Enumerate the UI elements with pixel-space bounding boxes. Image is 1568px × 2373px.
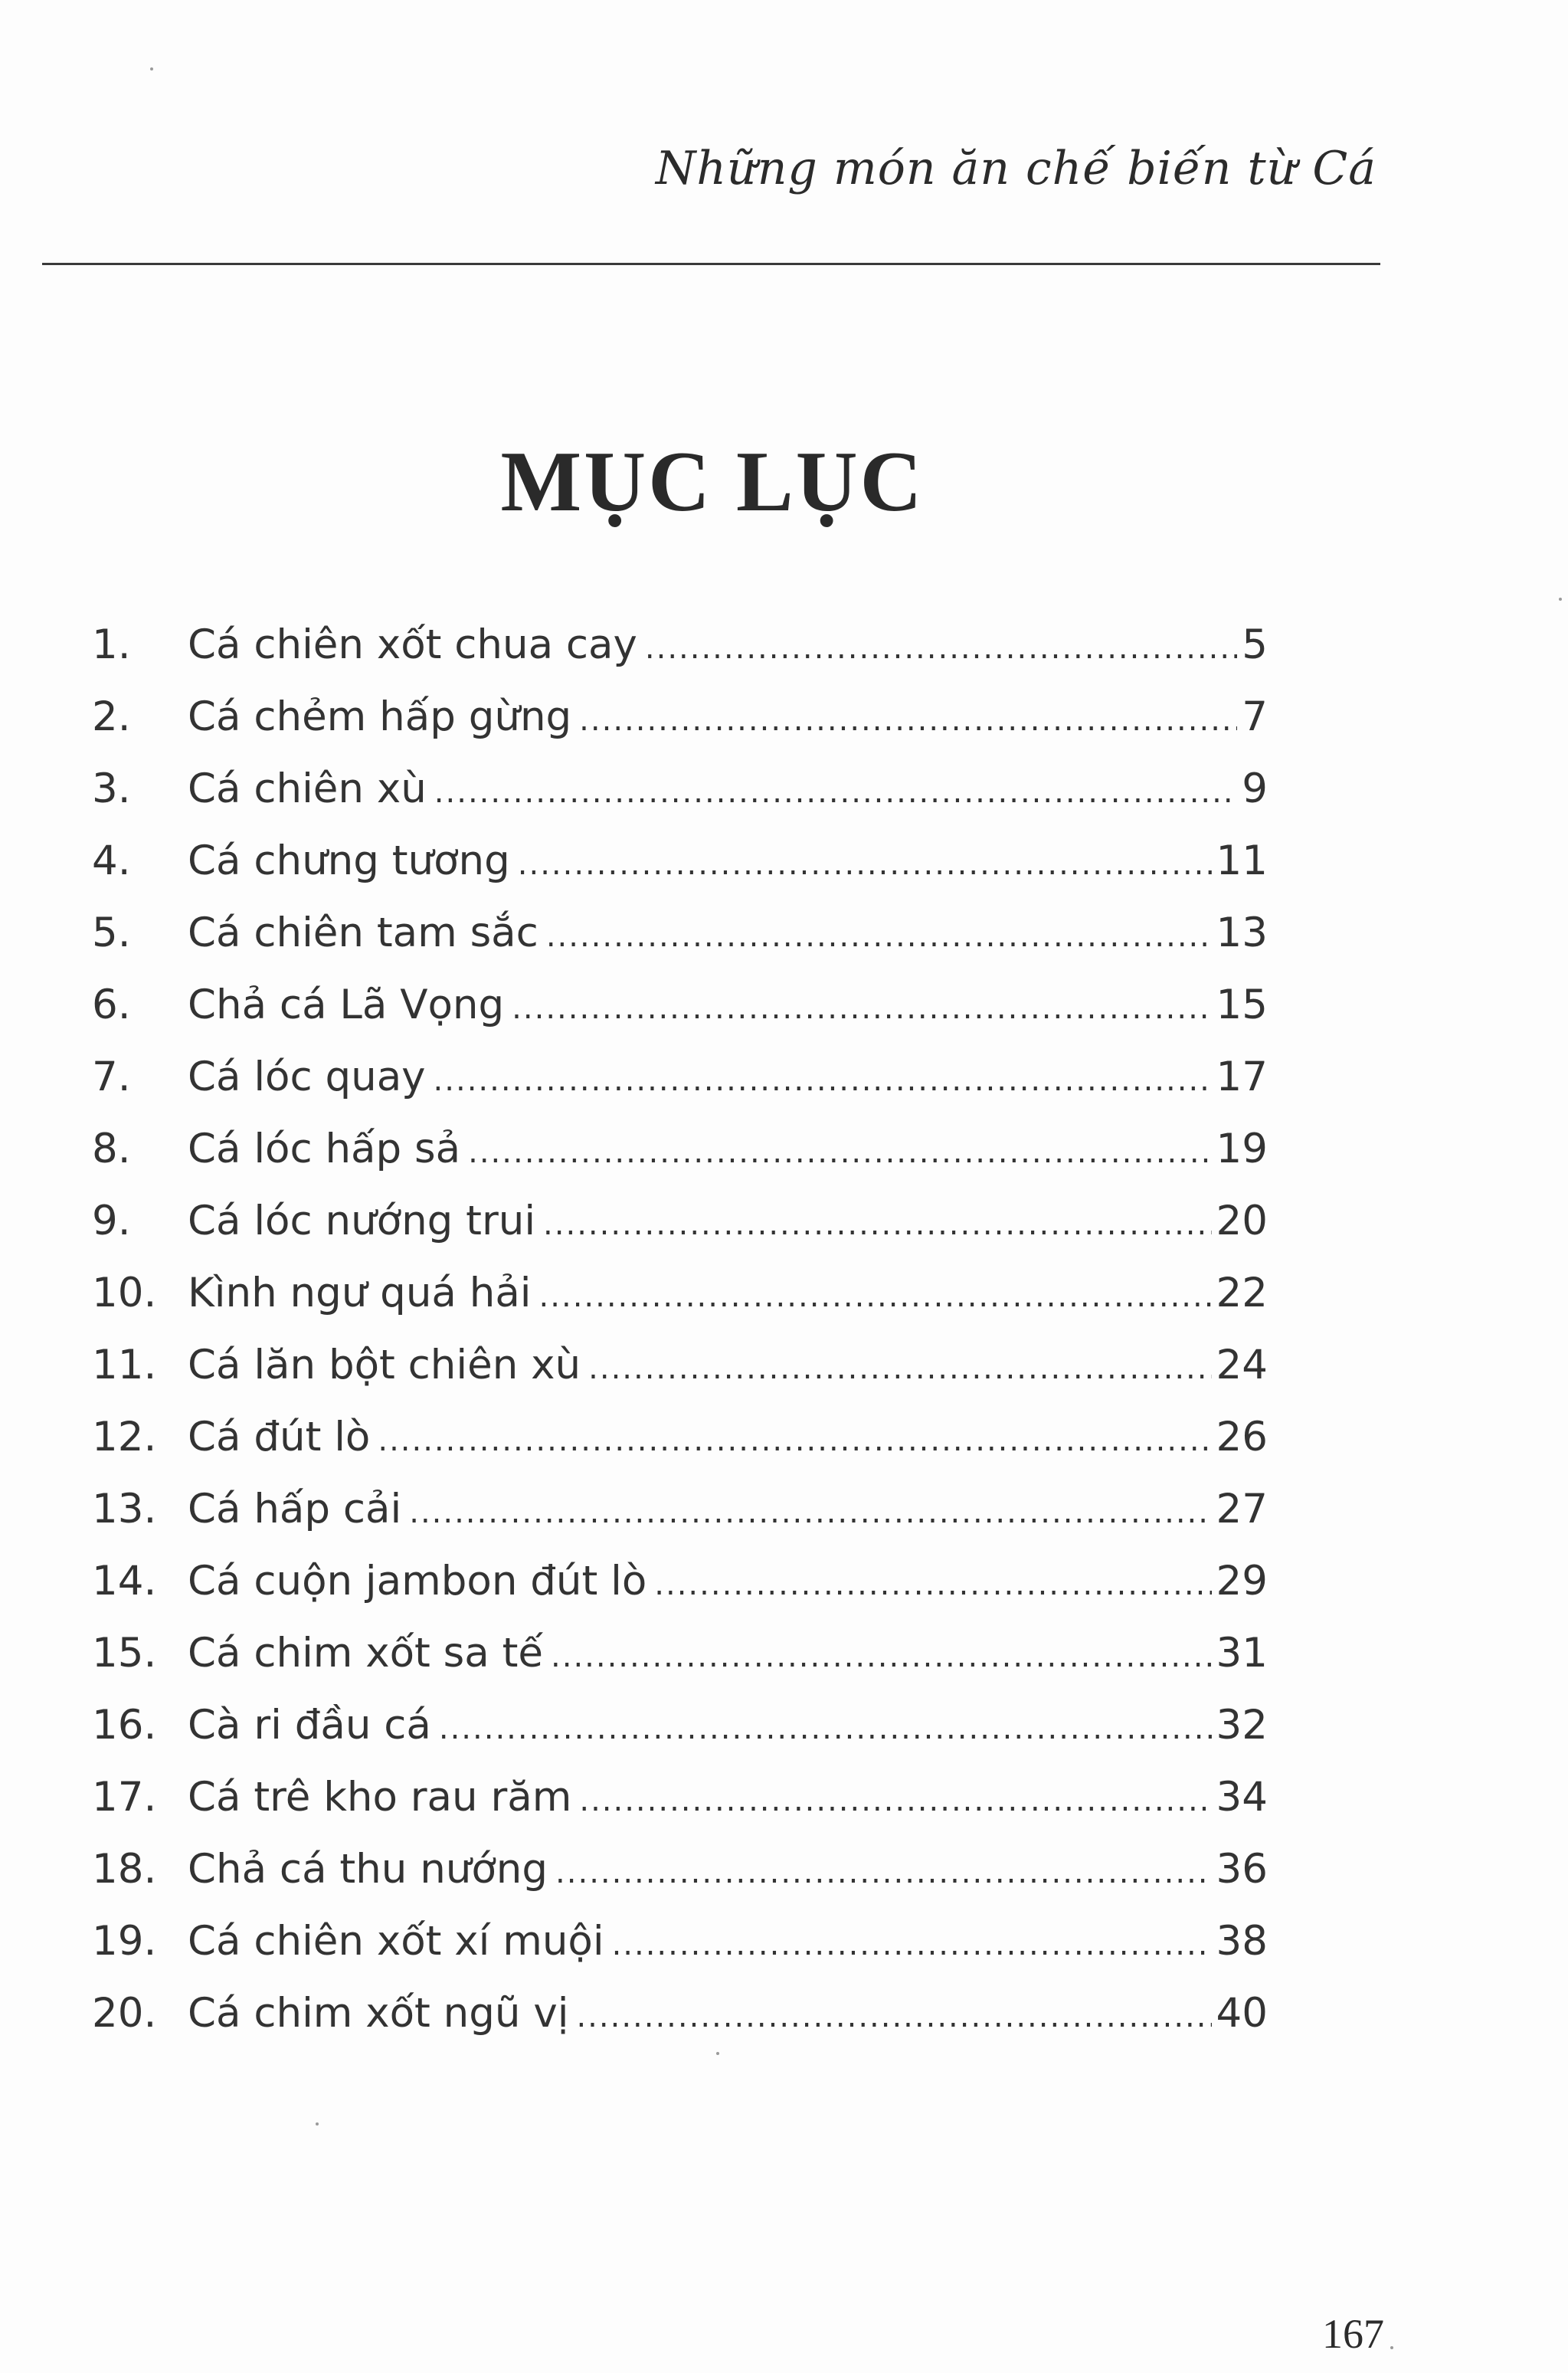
toc-entry xyxy=(92,681,1268,753)
toc-entry xyxy=(92,969,1268,1041)
toc-entry-page: 36 xyxy=(1216,1846,1268,1893)
dot-leader xyxy=(588,1332,1211,1404)
toc-entry-title: Cá lóc quay xyxy=(188,1054,426,1100)
dot-leader xyxy=(439,1693,1212,1765)
header-rule xyxy=(42,263,1380,265)
toc-entry xyxy=(92,1473,1268,1545)
toc-entry-number: 16. xyxy=(92,1702,157,1749)
toc-entry-page: 7 xyxy=(1242,693,1268,740)
dot-leader xyxy=(434,756,1237,828)
toc-entry-number: 5. xyxy=(92,910,131,956)
dot-leader xyxy=(512,972,1211,1044)
toc-entry-page: 29 xyxy=(1216,1558,1268,1604)
toc-entry xyxy=(92,1690,1268,1762)
toc-entry-title: Kình ngư quá hải xyxy=(188,1270,532,1316)
toc-entry-number: 1. xyxy=(92,621,131,668)
toc-entry xyxy=(92,1113,1268,1185)
toc-entry-number: 14. xyxy=(92,1558,157,1604)
toc-entry xyxy=(92,1041,1268,1113)
dot-leader xyxy=(539,1260,1212,1332)
toc-entry-number: 7. xyxy=(92,1054,131,1100)
toc-entry-number: 19. xyxy=(92,1918,157,1965)
toc-entry-number: 4. xyxy=(92,837,131,884)
toc-entry xyxy=(92,1762,1268,1834)
toc-entry-page: 26 xyxy=(1216,1414,1268,1460)
page-number: 167 xyxy=(1322,2311,1384,2357)
toc-entry xyxy=(92,825,1268,897)
toc-entry xyxy=(92,1978,1268,2050)
toc-entry-number: 8. xyxy=(92,1126,131,1172)
toc-entry-title: Cá chim xốt ngũ vị xyxy=(188,1990,569,2037)
dot-leader xyxy=(551,1621,1212,1693)
toc-entry-title: Cá cuộn jambon đút lò xyxy=(188,1558,647,1604)
page-title: MỤC LỤC xyxy=(500,434,925,529)
toc-entry-number: 11. xyxy=(92,1342,157,1388)
toc-entry xyxy=(92,1545,1268,1618)
dot-leader xyxy=(576,1981,1211,2053)
toc-entry-page: 32 xyxy=(1216,1702,1268,1749)
toc-entry-title: Cá chưng tương xyxy=(188,837,510,884)
toc-entry-number: 6. xyxy=(92,982,131,1028)
dot-leader xyxy=(579,684,1237,756)
toc-entry-title: Cà ri đầu cá xyxy=(188,1702,431,1749)
toc-entry xyxy=(92,1257,1268,1329)
toc-entry-number: 10. xyxy=(92,1270,157,1316)
dot-leader xyxy=(409,1477,1211,1549)
toc-entry-title: Cá chim xốt sa tế xyxy=(188,1630,544,1677)
toc-entry-number: 18. xyxy=(92,1846,157,1893)
toc-entry xyxy=(92,1329,1268,1401)
toc-entry-page: 9 xyxy=(1242,765,1268,812)
toc-entry-title: Chả cá Lã Vọng xyxy=(188,982,505,1028)
toc-entry-number: 3. xyxy=(92,765,131,812)
dot-leader xyxy=(543,1188,1212,1260)
toc-entry-page: 31 xyxy=(1216,1630,1268,1677)
toc-entry-page: 15 xyxy=(1216,982,1268,1028)
dot-leader xyxy=(434,1044,1212,1116)
scan-speck xyxy=(716,2052,719,2055)
scan-speck xyxy=(1559,598,1562,601)
toc-entry xyxy=(92,1618,1268,1690)
toc-entry-number: 2. xyxy=(92,693,131,740)
toc-entry-page: 22 xyxy=(1216,1270,1268,1316)
table-of-contents xyxy=(92,609,1268,2050)
toc-entry-title: Cá lóc nướng trui xyxy=(188,1198,536,1244)
dot-leader xyxy=(645,612,1237,684)
toc-entry-number: 20. xyxy=(92,1990,157,2037)
toc-entry-title: Cá chiên tam sắc xyxy=(188,910,538,956)
dot-leader xyxy=(579,1765,1211,1837)
toc-entry-number: 15. xyxy=(92,1630,157,1677)
toc-entry-number: 12. xyxy=(92,1414,157,1460)
scan-speck xyxy=(1390,2346,1393,2349)
toc-entry-page: 40 xyxy=(1216,1990,1268,2037)
toc-entry xyxy=(92,753,1268,825)
running-header: Những món ăn chế biến từ Cá xyxy=(655,142,1377,195)
dot-leader xyxy=(468,1116,1211,1188)
toc-entry-title: Cá chẻm hấp gừng xyxy=(188,693,572,740)
dot-leader xyxy=(378,1404,1211,1477)
toc-entry-page: 20 xyxy=(1216,1198,1268,1244)
toc-entry-number: 13. xyxy=(92,1486,157,1532)
dot-leader xyxy=(654,1549,1211,1621)
toc-entry-title: Cá hấp cải xyxy=(188,1486,402,1532)
toc-entry-title: Cá lăn bột chiên xù xyxy=(188,1342,581,1388)
scan-speck xyxy=(316,2122,319,2126)
dot-leader xyxy=(555,1837,1212,1909)
toc-entry xyxy=(92,609,1268,681)
toc-entry-title: Cá lóc hấp sả xyxy=(188,1126,461,1172)
toc-entry xyxy=(92,1834,1268,1906)
dot-leader xyxy=(612,1909,1212,1981)
toc-entry-page: 5 xyxy=(1242,621,1268,668)
toc-entry-page: 11 xyxy=(1216,837,1268,884)
toc-entry-page: 13 xyxy=(1216,910,1268,956)
toc-entry-number: 9. xyxy=(92,1198,131,1244)
toc-entry xyxy=(92,1401,1268,1473)
toc-entry-page: 27 xyxy=(1216,1486,1268,1532)
toc-entry-title: Cá chiên xốt chua cay xyxy=(188,621,637,668)
toc-entry xyxy=(92,1185,1268,1257)
toc-entry-title: Cá đút lò xyxy=(188,1414,371,1460)
toc-entry-page: 38 xyxy=(1216,1918,1268,1965)
toc-entry-title: Cá trê kho rau răm xyxy=(188,1774,572,1821)
toc-entry-number: 17. xyxy=(92,1774,157,1821)
toc-entry xyxy=(92,1906,1268,1978)
toc-entry-title: Chả cá thu nướng xyxy=(188,1846,548,1893)
toc-entry xyxy=(92,897,1268,969)
toc-entry-title: Cá chiên xù xyxy=(188,765,427,812)
toc-entry-page: 19 xyxy=(1216,1126,1268,1172)
toc-entry-page: 17 xyxy=(1216,1054,1268,1100)
dot-leader xyxy=(546,900,1212,972)
toc-entry-page: 24 xyxy=(1216,1342,1268,1388)
dot-leader xyxy=(518,828,1212,900)
scan-speck xyxy=(150,67,153,70)
toc-entry-title: Cá chiên xốt xí muội xyxy=(188,1918,604,1965)
toc-entry-page: 34 xyxy=(1216,1774,1268,1821)
